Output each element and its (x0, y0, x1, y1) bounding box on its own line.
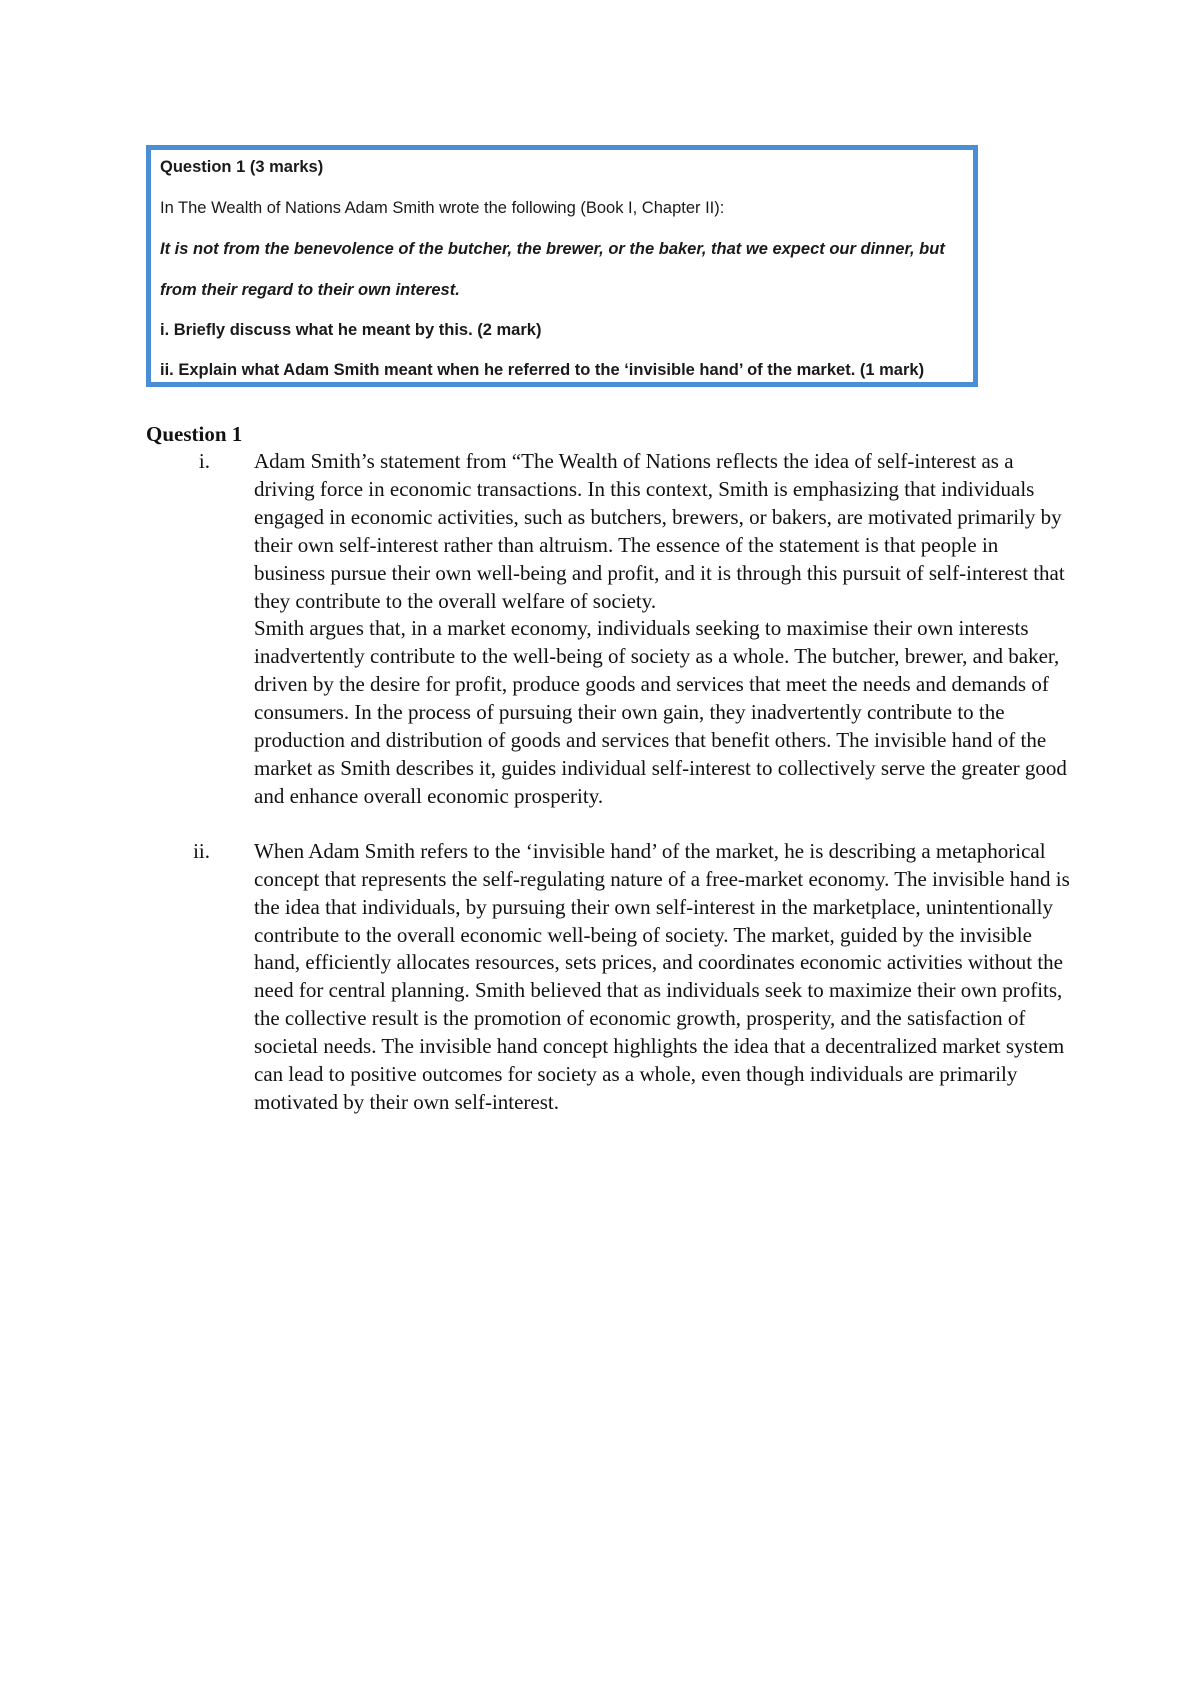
answer-item-i (146, 448, 1076, 811)
question-prompt-box (146, 145, 978, 387)
answer-paragraph: When Adam Smith refers to the ‘invisible hand’ of the market, he is describing a metaphorical concept that represents the self-regulating nature of a free-market economy. The invisible hand is the idea that individuals, by pursuing their own self-interest in the marketplace, unintentionally contribute to the overall economic well-being of society. The market, guided by the invisible hand, efficiently allocates resources, sets prices, and coordinates economic activities without the need for central planning. Smith believed that as individuals seek to maximize their own profits, the collective result is the promotion of economic growth, prosperity, and the satisfaction of societal needs. The invisible hand concept highlights the idea that a decentralized market system can lead to positive outcomes for society as a whole, even though individuals are primarily motivated by their own self-interest. (254, 838, 1070, 1114)
answer-item-ii (146, 838, 1076, 1117)
quote-line-2: from their regard to their own interest. (160, 281, 460, 299)
answer-section (146, 420, 1076, 1117)
answer-heading: Question 1 (146, 422, 243, 446)
answer-paragraph: Adam Smith’s statement from “The Wealth of Nations reflects the idea of self-interest as a driving force in economic transactions. In this context, Smith is emphasizing that individuals engaged in economic activities, such as butchers, brewers, or bakers, are motivated primarily by their own self-interest rather than altruism. The essence of the statement is that people in business pursue their own well-being and profit, and it is through this pursuit of self-interest that they contribute to the overall welfare of society. (254, 449, 1065, 613)
item-marker: i. (198, 449, 210, 473)
question-part-i: i. Briefly discuss what he meant by this. (2 mark) (160, 321, 542, 339)
quote-line-1: It is not from the benevolence of the butcher, the brewer, or the baker, that we expect our dinner, but (160, 240, 945, 258)
answer-paragraph: Smith argues that, in a market economy, individuals seeking to maximise their own interests inadvertently contribute to the well-being of society as a whole. The butcher, brewer, and baker, driven by the desire for profit, produce goods and services that meet the needs and demands of consumers. In the process of pursuing their own gain, they inadvertently contribute to the production and distribution of goods and services that benefit others. The invisible hand of the market as Smith describes it, guides individual self-interest to collectively serve the greater good and enhance overall economic prosperity. (254, 616, 1067, 808)
question-intro: In The Wealth of Nations Adam Smith wrote the following (Book I, Chapter II): (160, 199, 725, 217)
item-marker: ii. (193, 838, 210, 863)
question-title: Question 1 (3 marks) (160, 158, 324, 176)
question-part-ii: ii. Explain what Adam Smith meant when he referred to the ‘invisible hand’ of the market. (1 mark) (160, 361, 925, 379)
